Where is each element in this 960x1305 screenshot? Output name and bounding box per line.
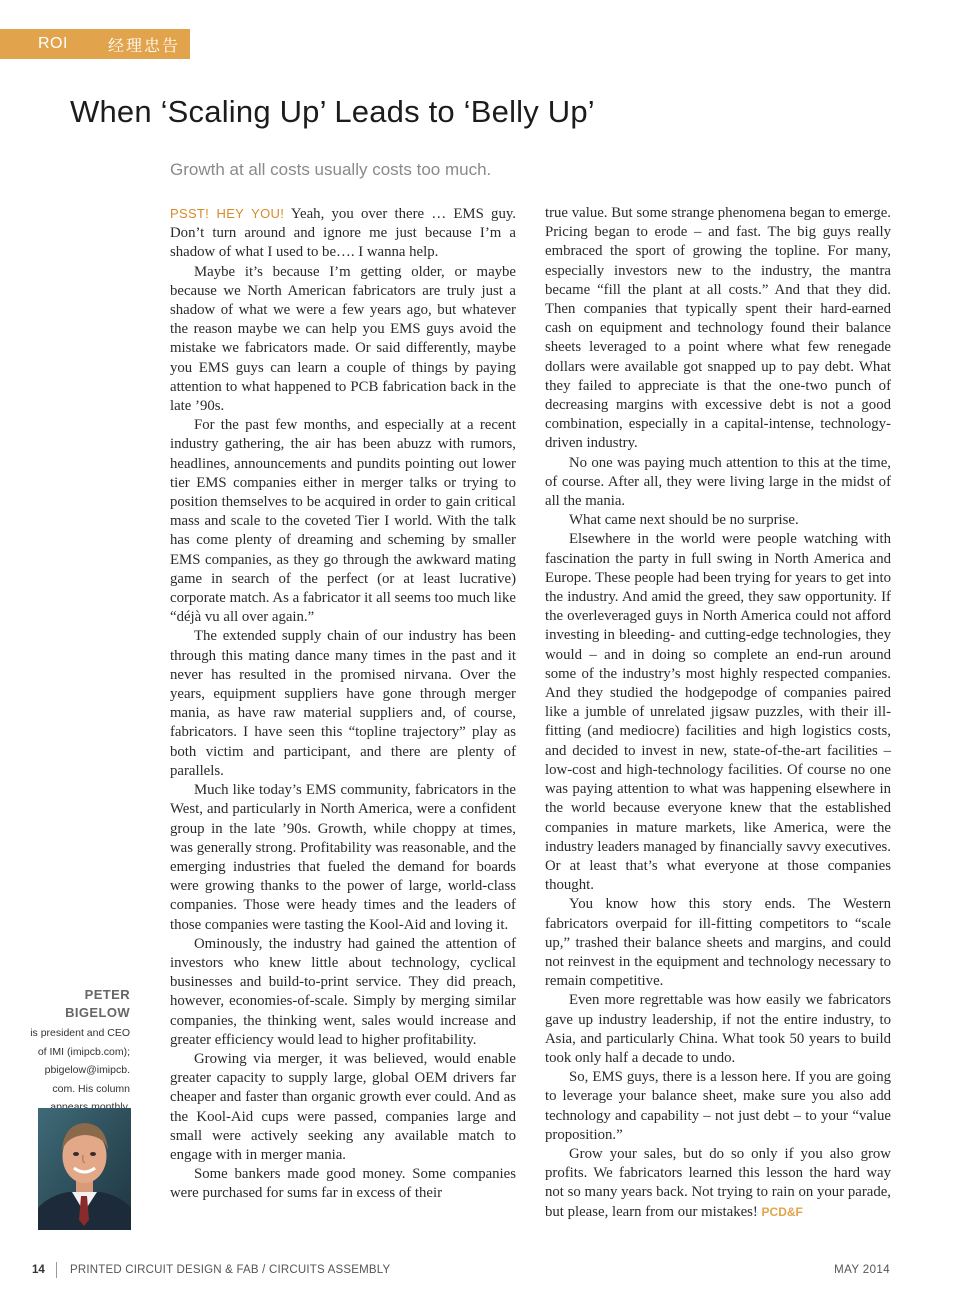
- paragraph: Elsewhere in the world were people watching with fascination the party in full swing in North America and Europe. These people had been trying for years to get into the industry. And amid the greed, they saw opportunity. If the overleveraged guys in North America could not afford investing in bleeding- and cutting-edge technologies, they would – and in doing so complete an end-run around some of the industry’s most highly respected companies. And they studied the hodgepodge of companies paired like a jumble of unrelated jigsaw puzzles, with their ill-fitting (and mediocre) facilities and high logistics costs, and decided to invest in new, state-of-the-art facilities – low-cost and high-technology facilities. Of course no one was paying attention to what was happening elsewhere in the world because everyone knew that the established companies in mature markets, like America, were the industry leaders managed by financially savvy executives. Or at least that’s what everyone at those companies thought.: [545, 531, 891, 894]
- paragraph-text: Yeah, you over there … EMS guy. Don’t turn around and ignore me just because I’m a shadow of what I used to be…. I wanna help.: [170, 206, 516, 261]
- paragraph: Growing via merger, it was believed, would enable greater capacity to supply large, global OEM drivers far cheaper and faster than organic growth ever could. And as the Kool-Aid cups were passed, companies large and small were actively seeking any available match to engage with in merger mania.: [170, 1050, 516, 1163]
- author-name: PETER BIGELOW: [65, 987, 130, 1020]
- section-tab: [0, 29, 190, 59]
- issue-date: MAY 2014: [834, 1264, 890, 1276]
- paragraph: Much like today’s EMS community, fabricators in the West, and particularly in North America, were a confident group in the late ’90s. Growth, while choppy at times, was generally strong. Profitability was reasonable, and the emerging industries that fueled the demand for boards were growing thanks to the power of large, world-class companies. Those were heady times and the leaders of those companies were tasting the Kool-Aid and loving it.: [170, 782, 516, 933]
- article-deck: Growth at all costs usually costs too much.: [170, 160, 492, 179]
- publication-name: PRINTED CIRCUIT DESIGN & FAB / CIRCUITS ASSEMBLY: [70, 1264, 391, 1276]
- paragraph: What came next should be no surprise.: [569, 512, 799, 529]
- paragraph-text: Grow your sales, but do so only if you also grow profits. We fabricators learned this lesson the hard way not so many years back. Not trying to rain on your parade, but please, learn from our mistakes!: [545, 1145, 891, 1220]
- lead-in: PSST! HEY YOU!: [170, 206, 285, 221]
- paragraph: So, EMS guys, there is a lesson here. If you are going to leverage your balance sheet, make sure you also add technology and capability – not just debt – to your “value proposition.”: [545, 1069, 891, 1143]
- paragraph: [545, 1145, 891, 1222]
- section-label-chinese: 经理忠告: [107, 37, 180, 55]
- bio-line: of IMI (imipcb.com);: [37, 1045, 130, 1058]
- paragraph: You know how this story ends. The Western fabricators overpaid for ill-fitting competitors to “scale up,” trashed their balance sheets and margins, and could not reinvest in the equipment and technology necessary to remain competitive.: [545, 896, 891, 990]
- page-footer: [0, 1262, 960, 1280]
- section-label: ROI: [38, 35, 68, 52]
- paragraph: No one was paying much attention to this at the time, of course. After all, they were living large in the midst of all the mania.: [545, 454, 891, 510]
- paragraph: Maybe it’s because I’m getting older, or maybe because we North American fabricators are truly just a shadow of what we were a few years ago, but whatever the reason maybe we can help you EMS guys avoid the mistake we fabricators made. Or said differently, maybe you EMS guys can learn a couple of things by paying attention to what happened to PCB fabrication back in the late ’90s.: [170, 263, 516, 415]
- author-bio: [22, 986, 130, 1117]
- footer-divider: [56, 1262, 57, 1278]
- author-photo: [38, 1108, 131, 1230]
- bio-line: com. His column: [52, 1082, 130, 1095]
- author-portrait-icon: [38, 1108, 131, 1230]
- paragraph: For the past few months, and especially at a recent industry gathering, the air has been abuzz with rumors, headlines, announcements and pundits pointing out lower tier EMS companies either in merger talks or trying to position themselves to be acquired in order to gain critical mass and scale to the coveted Tier I world. With the talk has come plenty of dreaming and scheming by smaller EMS companies, as they go through the awkward mating game in search of the perfect (or at least lucrative) corporate match. As a fabricator it all seems too much like “déjà vu all over again.”: [170, 417, 516, 626]
- paragraph: The extended supply chain of our industry has been through this mating dance many times in the past and it never has resulted in the promised nirvana. Over the years, equipment suppliers have gone through merger mania, as have raw material suppliers and, of course, fabricators. I have seen this “topline trajectory” play as both victim and participant, and there are plenty of parallels.: [170, 628, 516, 779]
- paragraph: [170, 204, 516, 263]
- column-1: [170, 204, 516, 1204]
- end-mark: PCD&F: [761, 1204, 803, 1219]
- paragraph: Some bankers made good money. Some companies were purchased for sums far in excess of their: [170, 1166, 516, 1202]
- page-number: 14: [32, 1264, 45, 1276]
- column-2: [545, 204, 891, 1222]
- bio-line: pbigelow@imipcb.: [44, 1064, 130, 1077]
- paragraph: true value. But some strange phenomena began to emerge. Pricing began to erode – and fast. The big guys really embraced the sport of growing the topline. For many, especially investors new to the industry, the mantra became “fill the plant at all costs.” And that they did. Then companies that typically spent their hard-earned cash on equipment and technology found their balance sheets leveraged to a point where what few renegade dollars were available got snapped up to pay debt. What they failed to appreciate is that the one-two punch of decreasing margins with excessive debt is not a good combination, especially in a capital-intense, technology-driven industry.: [545, 205, 891, 452]
- paragraph: Even more regrettable was how easily we fabricators gave up industry leadership, if not the entire industry, to Asia, and particularly China. What took 50 years to build took only half a decade to undo.: [545, 992, 891, 1066]
- article-title: When ‘Scaling Up’ Leads to ‘Belly Up’: [70, 94, 595, 129]
- paragraph: Ominously, the industry had gained the attention of investors who knew little about technology, cyclical businesses and build-to-print service. They did preach, however, economies-of-scale. Simply by merging similar companies, the thinking went, sales would increase and greater efficiency would lead to higher profitability.: [170, 935, 516, 1048]
- bio-line: is president and CEO: [30, 1027, 130, 1039]
